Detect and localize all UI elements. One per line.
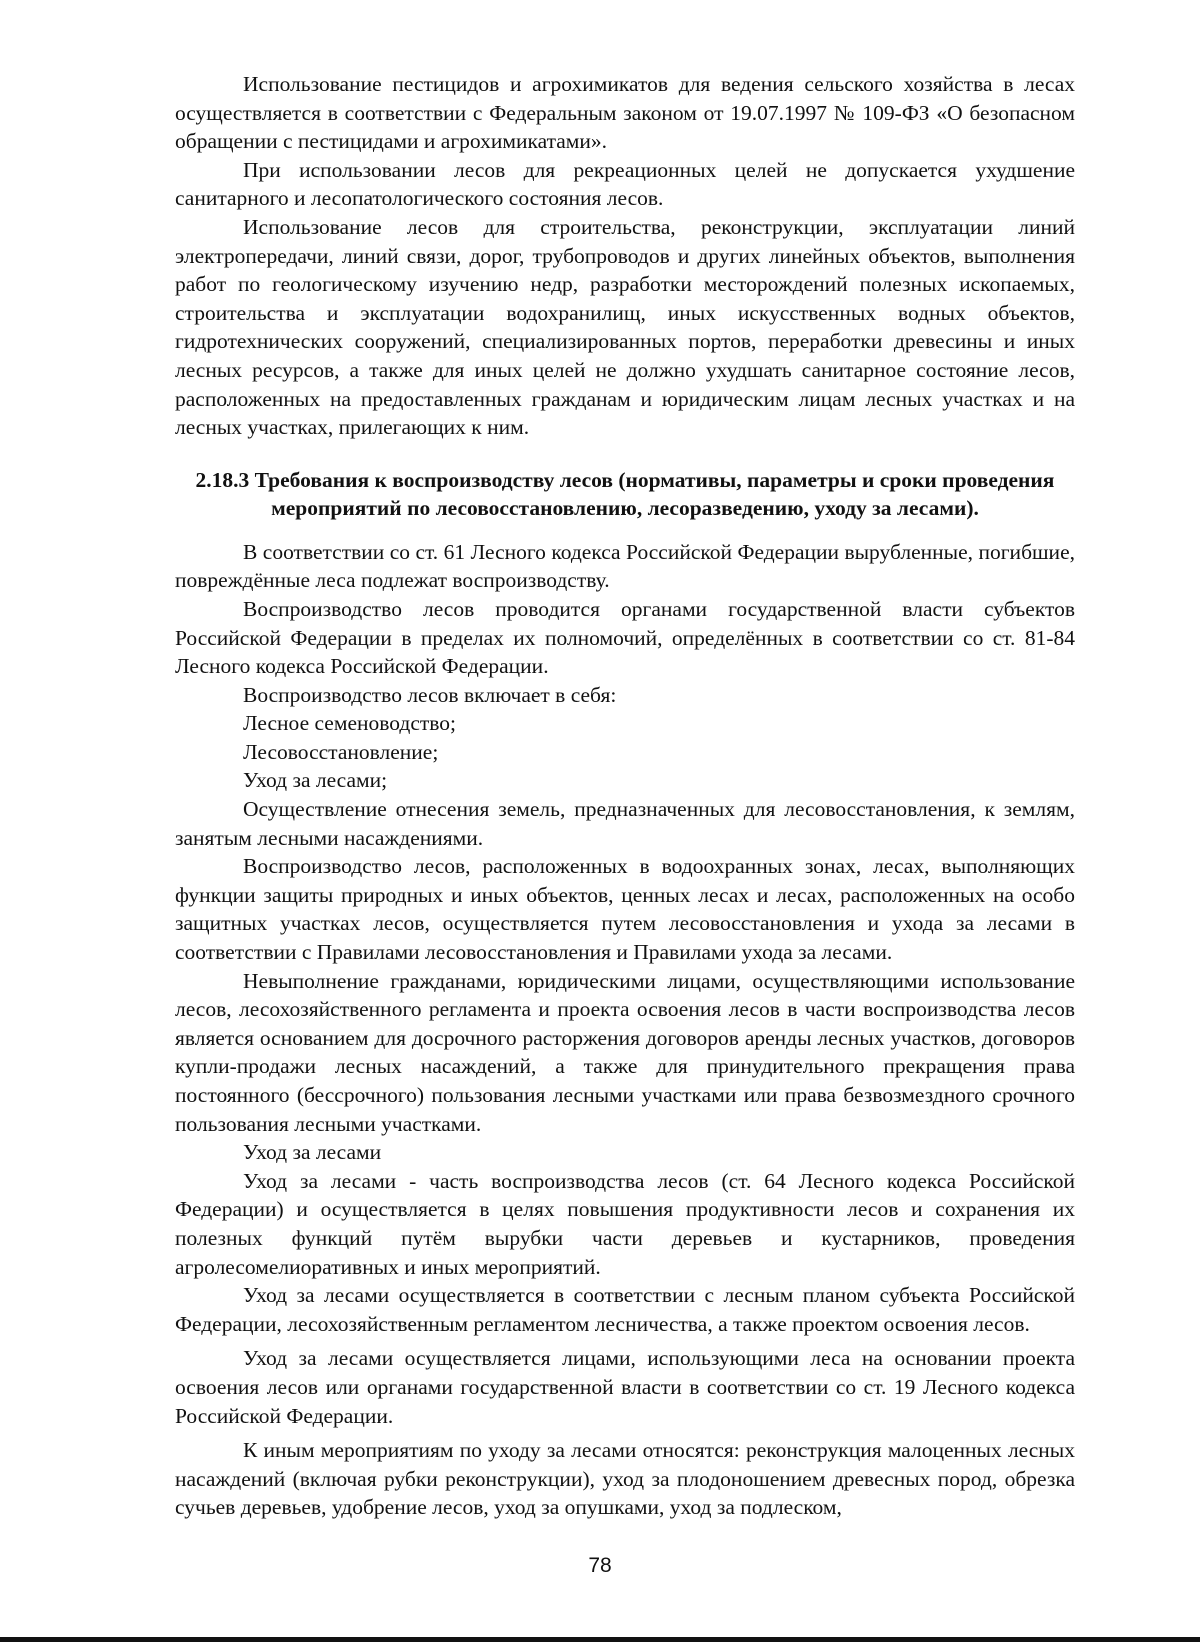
document-body: [175, 70, 1075, 1522]
list-intro: Воспроизводство лесов включает в себя:: [243, 682, 617, 707]
section-heading: 2.18.3 Требования к воспроизводству лесов (нормативы, параметры и сроки проведения мероприятий по лесовосстановлению, лесоразведению, уходу за лесами).: [195, 467, 1055, 520]
list-item: Уход за лесами;: [243, 768, 388, 793]
paragraph-article-19: Уход за лесами осуществляется лицами, использующими леса на основании проекта освоения лесов или органами государственной власти в соответствии со ст. 19 Лесного кодекса Российской Федерации.: [175, 1346, 1075, 1428]
paragraph-pesticides: Использование пестицидов и агрохимикатов для ведения сельского хозяйства в лесах осуществляется в соответствии с Федеральным законом от 19.07.1997 № 109-ФЗ «О безопасном обращении с пестицидами и агрохимикатами».: [175, 72, 1075, 154]
subheading-forest-care: Уход за лесами: [243, 1140, 382, 1165]
paragraph-non-compliance: Невыполнение гражданами, юридическими лицами, осуществляющими использование лесов, лесохозяйственного регламента и проекта освоения лесов в части воспроизводства лесов является основанием для досрочного расторжения договоров аренды лесных участков, договоров купли-продажи лесных насаждений, а также для принудительного прекращения права постоянного (бессрочного) пользования лесными участками или права безвозмездного срочного пользования лесными участками.: [175, 968, 1075, 1136]
list-item: Лесное семеноводство;: [243, 711, 456, 736]
bottom-border-line: [0, 1637, 1200, 1642]
paragraph-recreation: При использовании лесов для рекреационных целей не допускается ухудшение санитарного и лесопатологического состояния лесов.: [175, 157, 1075, 211]
paragraph-other-measures: К иным мероприятиям по уходу за лесами относятся: реконструкция малоценных лесных насаждений (включая рубки реконструкции), уход за плодоношением древесных пород, обрезка сучьев деревьев, удобрение лесов, уход за опушками, уход за подлеском,: [175, 1438, 1075, 1520]
paragraph-article-61: В соответствии со ст. 61 Лесного кодекса Российской Федерации вырубленные, погибшие, повреждённые леса подлежат воспроизводству.: [175, 539, 1075, 593]
paragraph-construction: Использование лесов для строительства, реконструкции, эксплуатации линий электропередачи, линий связи, дорог, трубопроводов и других линейных объектов, выполнения работ по геологическому изучению недр, разработки месторождений полезных ископаемых, строительства и эксплуатации водохранилищ, иных искусственных водных объектов, гидротехнических сооружений, специализированных портов, переработки древесины и иных лесных ресурсов, а также для иных целей не должно ухудшать санитарное состояние лесов, расположенных на предоставленных гражданам и юридическим лицам лесных участках и на лесных участках, прилегающих к ним.: [175, 214, 1075, 440]
list-item: Осуществление отнесения земель, предназначенных для лесовосстановления, к землям, занятым лесными насаждениями.: [175, 797, 1075, 850]
paragraph-authorities: Воспроизводство лесов проводится органами государственной власти субъектов Российской Федерации в пределах их полномочий, определённых в соответствии со ст. 81-84 Лесного кодекса Российской Федерации.: [175, 596, 1075, 679]
list-item: Лесовосстановление;: [243, 739, 439, 764]
page-number: 78: [588, 1554, 612, 1577]
paragraph-protective-zones: Воспроизводство лесов, расположенных в водоохранных зонах, лесах, выполняющих функции защиты природных и иных объектов, ценных лесах и лесах, расположенных на особо защитных участках лесов, осуществляется путем лесовосстановления и ухода за лесами в соответствии с Правилами лесовосстановления и Правилами ухода за лесами.: [175, 854, 1075, 965]
paragraph-forest-plan: Уход за лесами осуществляется в соответствии с лесным планом субъекта Российской Федерации, лесохозяйственным регламентом лесничества, а также проектом освоения лесов.: [175, 1283, 1075, 1336]
paragraph-article-64: Уход за лесами - часть воспроизводства лесов (ст. 64 Лесного кодекса Российской Федерации) и осуществляется в целях повышения продуктивности лесов и сохранения их полезных функций путём вырубки части деревьев и кустарников, проведения агролесомелиоративных и иных мероприятий.: [175, 1168, 1075, 1279]
